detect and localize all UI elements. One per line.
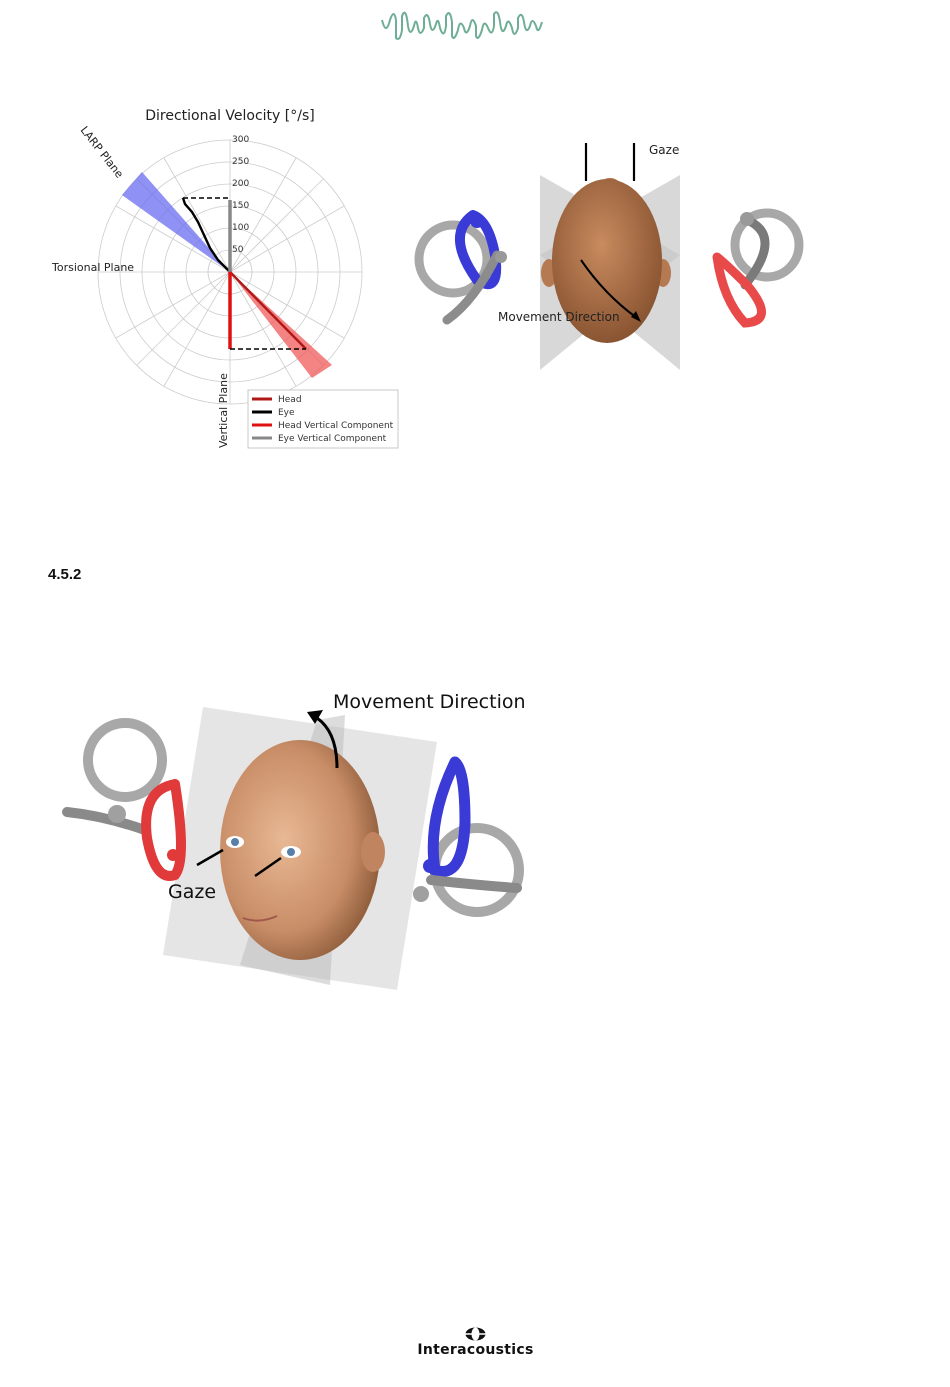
gaze-label: Gaze (168, 881, 217, 903)
tick-label: 50 (232, 245, 244, 255)
chart-legend (248, 390, 398, 448)
footer-brand: Interacoustics (417, 1342, 534, 1358)
torsional-plane-label: Torsional Plane (52, 261, 135, 274)
waveform-logo-icon (380, 8, 545, 44)
head-top-view-illustration (405, 135, 815, 375)
directional-velocity-polar-chart (40, 100, 420, 455)
tick-label: 250 (232, 157, 250, 167)
chart-title: Directional Velocity [°/s] (145, 108, 315, 124)
tick-label: 100 (232, 223, 250, 233)
right-inner-ear-canals (717, 212, 799, 323)
section-number: 4.5.2 (48, 566, 82, 583)
tick-label: 300 (232, 135, 250, 145)
movement-direction-label: Movement Direction (333, 691, 526, 713)
legend-label: Eye Vertical Component (278, 434, 387, 444)
left-inner-ear-canals (67, 723, 181, 876)
ear (361, 832, 385, 872)
tick-label: 150 (232, 201, 250, 211)
interacoustics-emblem-icon (408, 1326, 543, 1342)
head-front-view-illustration (55, 680, 535, 995)
left-inner-ear-canals (419, 214, 507, 320)
movement-direction-label: Movement Direction (498, 310, 620, 324)
footer-logo (408, 1326, 543, 1362)
vertical-plane-label: Vertical Plane (217, 373, 230, 448)
legend-label: Head Vertical Component (278, 421, 394, 431)
gaze-label: Gaze (649, 143, 680, 157)
legend-label: Head (278, 395, 302, 405)
tick-label: 200 (232, 179, 250, 189)
larp-plane-wedge (122, 172, 230, 272)
legend-label: Eye (278, 408, 295, 418)
larp-plane-label: LARP Plane (77, 123, 126, 181)
